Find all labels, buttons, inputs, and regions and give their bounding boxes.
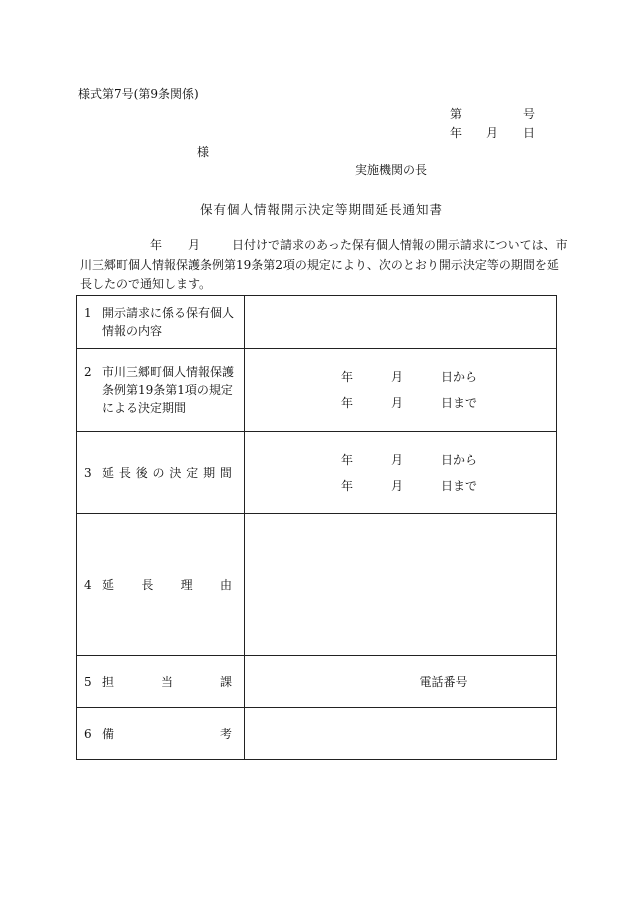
row-label-text [102,464,232,482]
row-number: 2 [84,365,92,379]
date-day: 日 [523,126,536,140]
table-row [77,432,557,514]
remarks-field[interactable] [245,708,557,760]
document-title: 保有個人情報開示決定等期間延長通知書 [200,202,444,217]
year-label: 年 [341,478,354,493]
table-row [77,708,557,760]
addressee-suffix: 様 [197,145,210,159]
row-number: 6 [84,726,92,741]
row-label [77,349,245,432]
label-char: 間 [219,465,232,480]
row-label-text [102,725,232,743]
row-label [77,296,245,349]
table-row [77,656,557,708]
body-year: 年 [150,238,163,252]
year-label: 年 [341,370,354,384]
row-number: 4 [84,577,92,592]
month-label: 月 [391,370,404,384]
year-label: 年 [341,396,354,410]
period-from [245,447,556,473]
label-char: 考 [219,726,232,741]
period-to [245,473,556,499]
extension-reason-field[interactable] [245,514,557,656]
row-number: 3 [84,465,92,480]
row-number: 5 [84,674,92,689]
department-field[interactable] [245,656,557,708]
body-line2: 川三郷町個人情報保護条例第19条第2項の規定により、次のとおり開示決定等の期間を延 [80,257,559,272]
extended-period-field[interactable] [245,432,557,514]
number-prefix: 第 [450,107,463,121]
table-row [77,514,557,656]
number-suffix: 号 [523,107,536,121]
day-from-label: 日から [441,370,478,384]
label-char: 後 [135,465,148,480]
label-char: 定 [186,465,199,480]
label-char: 担 [102,674,115,689]
day-to-label: 日まで [441,396,478,410]
row-label-text [102,576,232,594]
label-char: 期 [203,465,216,480]
label-char: 課 [219,674,232,689]
period-to [245,390,556,416]
year-label: 年 [341,452,354,467]
row-number: 1 [84,306,92,320]
day-from-label: 日から [441,452,478,467]
label-char: の [152,465,165,480]
label-char: 当 [160,674,173,689]
table-row [77,296,557,349]
date-year: 年 [450,126,463,140]
label-char: 決 [169,465,182,480]
label-char: 延 [102,577,115,592]
month-label: 月 [391,452,404,467]
body-line1: 日付けで請求のあった保有個人情報の開示請求については、市 [232,238,568,252]
phone-number-label: 電話番号 [419,675,468,689]
period-from [245,364,556,390]
requested-info-field[interactable] [245,296,557,349]
notice-body [76,236,568,295]
table-row [77,349,557,432]
row-label-text: 市川三郷町個人情報保護条例第19条第1項の規定による決定期間 [102,365,235,415]
label-char: 由 [219,577,232,592]
original-period-field[interactable] [245,349,557,432]
form-number: 様式第7号(第9条関係) [78,87,199,101]
row-label [77,708,245,760]
body-month: 月 [188,238,201,252]
date-month: 月 [486,126,499,140]
row-label-text [102,673,232,691]
row-label [77,656,245,708]
notice-form-table [76,295,557,760]
day-to-label: 日まで [441,478,478,493]
label-char: 長 [141,577,154,592]
row-label [77,432,245,514]
label-char: 理 [180,577,193,592]
label-char: 長 [118,465,131,480]
label-char: 備 [102,726,115,741]
month-label: 月 [391,396,404,410]
month-label: 月 [391,478,404,493]
row-label-text: 開示請求に係る保有個人情報の内容 [102,306,235,338]
body-line3: 長したので通知します。 [80,277,212,291]
label-char: 延 [102,465,115,480]
sender-name: 実施機関の長 [355,163,428,177]
row-label [77,514,245,656]
